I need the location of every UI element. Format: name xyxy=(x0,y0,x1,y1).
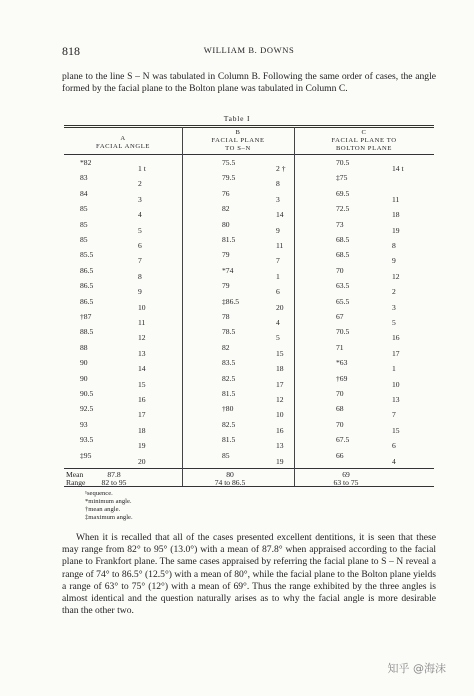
mean-label: Mean xyxy=(66,470,84,479)
column-letter-b: B xyxy=(235,129,241,136)
table-cell-sequence-c: 5 xyxy=(392,318,396,327)
table-cell-facial-angle: 85 xyxy=(80,219,88,229)
range-c: 63 to 75 xyxy=(333,478,359,487)
body-paragraph xyxy=(62,532,436,617)
table-cell-facial-plane-sn: †80 xyxy=(222,404,234,414)
table-cell-sequence-b: 18 xyxy=(276,364,284,374)
table-cell-facial-plane-bolton: 67.5 xyxy=(336,435,350,445)
table-cell-sequence-a: 16 xyxy=(138,395,146,404)
table-cell-facial-angle: 88.5 xyxy=(80,327,94,337)
table-cell-sequence-a: 12 xyxy=(138,333,146,343)
table-cell-sequence-b: 16 xyxy=(276,425,284,435)
table-cell-sequence-c: 7 xyxy=(392,410,396,420)
table-cell-facial-plane-bolton: 66 xyxy=(336,450,344,460)
mean-a: 87.8 xyxy=(107,470,121,479)
column-subtitle-b: TO S–N xyxy=(225,145,251,152)
table-cell-facial-plane-sn: 82 xyxy=(222,342,230,352)
table-cell-sequence-c: 17 xyxy=(392,348,400,358)
column-divider-2 xyxy=(294,127,295,486)
table-cell-sequence-b: 10 xyxy=(276,410,284,420)
table-cell-sequence-b: 11 xyxy=(276,241,284,250)
table-top-rule xyxy=(64,125,434,126)
table-cell-facial-plane-bolton: 68.5 xyxy=(336,235,350,244)
table-cell-facial-angle: 86.5 xyxy=(80,265,94,275)
table-cell-facial-angle: 90 xyxy=(80,358,88,368)
table-cell-sequence-b: 5 xyxy=(276,333,280,343)
table-top-rule-2 xyxy=(64,127,434,128)
table-cell-sequence-a: 10 xyxy=(138,302,146,312)
table-cell-sequence-c: 13 xyxy=(392,395,400,404)
table-cell-sequence-c: 19 xyxy=(392,225,400,235)
range-b: 74 to 86.5 xyxy=(214,478,246,487)
table-cell-facial-angle: 90.5 xyxy=(80,389,94,398)
table-cell-sequence-b: 4 xyxy=(276,318,280,327)
table-cell-facial-plane-bolton: 65.5 xyxy=(336,296,350,306)
table-cell-facial-plane-sn: 81.5 xyxy=(222,435,236,445)
table-cell-facial-plane-sn: 75.5 xyxy=(222,158,236,167)
table-cell-facial-plane-bolton: *63 xyxy=(336,358,348,368)
table-cell-facial-angle: 90 xyxy=(80,373,88,383)
table-cell-facial-angle: 85.5 xyxy=(80,250,94,260)
table-cell-facial-plane-bolton: 73 xyxy=(336,219,344,229)
table-cell-facial-angle: *82 xyxy=(80,158,92,167)
footnote-sequence: ¹sequence. xyxy=(85,490,113,497)
table-cell-sequence-c: 2 xyxy=(392,287,396,297)
table-cell-facial-angle: 84 xyxy=(80,188,88,198)
table-cell-sequence-a: 2 xyxy=(138,179,142,189)
table-cell-sequence-a: 4 xyxy=(138,210,142,220)
column-header-a xyxy=(64,129,182,151)
table-cell-facial-plane-sn: 79.5 xyxy=(222,173,236,183)
table-cell-sequence-a: 13 xyxy=(138,348,146,358)
table-cell-sequence-c: 12 xyxy=(392,271,400,281)
column-letter-a: A xyxy=(120,135,126,142)
table-cell-facial-angle: 86.5 xyxy=(80,281,94,291)
table-cell-sequence-a: 17 xyxy=(138,410,146,420)
table-cell-sequence-a: 11 xyxy=(138,318,146,327)
table-cell-facial-plane-sn: 79 xyxy=(222,281,230,291)
column-subtitle-c: BOLTON PLANE xyxy=(335,145,393,152)
table-cell-facial-plane-sn: 79 xyxy=(222,250,230,260)
watermark: 知乎 @海沫 xyxy=(387,662,446,675)
table-cell-facial-angle: 85 xyxy=(80,235,88,244)
running-title: WILLIAM B. DOWNS xyxy=(203,45,295,55)
table-cell-facial-plane-bolton: 70.5 xyxy=(336,327,350,337)
range-label: Range xyxy=(66,478,86,487)
page-header xyxy=(62,44,436,58)
table-cell-sequence-b: 6 xyxy=(276,287,280,297)
table-cell-sequence-a: 8 xyxy=(138,271,142,281)
table-cell-facial-angle: 93 xyxy=(80,419,88,429)
table-cell-sequence-b: 1 xyxy=(276,271,280,281)
table-caption: Table I xyxy=(223,114,251,123)
table-cell-sequence-b: 14 xyxy=(276,210,284,220)
table-cell-facial-plane-bolton: 68.5 xyxy=(336,250,350,260)
table-cell-facial-plane-sn: 82.5 xyxy=(222,373,236,383)
table-cell-facial-plane-sn: ‡86.5 xyxy=(222,296,240,306)
table-cell-sequence-a: 20 xyxy=(138,456,146,466)
table-cell-facial-plane-sn: *74 xyxy=(222,265,234,275)
table-cell-sequence-c: 10 xyxy=(392,379,400,389)
table-cell-sequence-a: 6 xyxy=(138,241,142,250)
table-cell-sequence-c: 1 xyxy=(392,364,396,374)
range-a: 82 to 95 xyxy=(101,478,127,487)
footnote-maximum: ‡maximum angle. xyxy=(85,514,133,521)
body-paragraph-text: When it is recalled that all of the cases presented excellent dentitions, it is seen that these may range from 82° to 95° (13.0°) with a mean of 87.8° when appraised according to the facial plane to Frankfort plane. The same cases appraised by referring the facial plane to S – N reveal a range of 74° to 86.5° (12.5°) with a mean of 80°, while the facial plane to the Bolton plane yields a range of 63° to 75° (12°) with a mean of 69°. Thus the range exhibited by the three angles is almost identical and the question naturally arises as to why the facial angle is more desirable than the other two. xyxy=(62,532,436,617)
table-cell-sequence-b: 15 xyxy=(276,348,284,358)
footnote-minimum: *minimum angle. xyxy=(85,498,132,505)
table-cell-sequence-a: 5 xyxy=(138,225,142,235)
table-cell-facial-plane-sn: 81.5 xyxy=(222,389,236,398)
table-cell-facial-plane-sn: 85 xyxy=(222,450,230,460)
table-cell-sequence-c: 3 xyxy=(392,302,396,312)
table-cell-facial-angle: 93.5 xyxy=(80,435,94,445)
table-cell-facial-plane-bolton: †69 xyxy=(336,373,348,383)
table-cell-sequence-b: 7 xyxy=(276,256,280,266)
column-letter-c: C xyxy=(361,129,367,136)
column-title-c: FACIAL PLANE TO xyxy=(331,137,397,144)
table-cell-facial-plane-bolton: 71 xyxy=(336,342,344,352)
table-cell-sequence-c: 14 t xyxy=(392,164,404,173)
table-cell-sequence-b: 20 xyxy=(276,302,284,312)
table-cell-sequence-a: 1 t xyxy=(138,164,146,173)
table-cell-sequence-a: 15 xyxy=(138,379,146,389)
table-cell-facial-plane-bolton: 70 xyxy=(336,389,344,398)
table-cell-sequence-b: 2 † xyxy=(276,164,286,173)
table-cell-sequence-a: 19 xyxy=(138,441,146,451)
column-title-a: FACIAL ANGLE xyxy=(96,143,150,150)
table-cell-sequence-a: 9 xyxy=(138,287,142,297)
table-cell-facial-angle: 85 xyxy=(80,204,88,214)
table-cell-facial-angle: 88 xyxy=(80,342,88,352)
table-cell-facial-plane-bolton: 69.5 xyxy=(336,188,350,198)
table-cell-sequence-c: 4 xyxy=(392,456,396,466)
table-cell-sequence-b: 13 xyxy=(276,441,284,451)
intro-paragraph: plane to the line S – N was tabulated in Column B. Following the same order of cases, the angle formed by the facial plane to the Bolton plane was tabulated in Column C. xyxy=(62,71,436,94)
column-header-b xyxy=(182,129,294,153)
table-cell-sequence-a: 18 xyxy=(138,425,146,435)
table-cell-sequence-b: 8 xyxy=(276,179,280,189)
table-cell-facial-plane-sn: 82 xyxy=(222,204,230,214)
table-cell-sequence-a: 7 xyxy=(138,256,142,266)
table-cell-facial-plane-bolton: 68 xyxy=(336,404,344,414)
table-cell-facial-plane-bolton: 70 xyxy=(336,265,344,275)
column-divider-1 xyxy=(182,127,183,486)
table-cell-sequence-b: 17 xyxy=(276,379,284,389)
table-cell-facial-plane-bolton: 70.5 xyxy=(336,158,350,167)
table-cell-sequence-c: 6 xyxy=(392,441,396,451)
table-cell-sequence-b: 19 xyxy=(276,456,284,466)
table-cell-facial-plane-bolton: 63.5 xyxy=(336,281,350,291)
table-cell-sequence-a: 3 xyxy=(138,194,142,204)
table-cell-facial-plane-bolton: 70 xyxy=(336,419,344,429)
table-cell-sequence-b: 3 xyxy=(276,194,280,204)
table-cell-facial-plane-sn: 82.5 xyxy=(222,419,236,429)
table-cell-facial-plane-sn: 81.5 xyxy=(222,235,236,244)
table-cell-facial-plane-sn: 76 xyxy=(222,188,230,198)
table-cell-facial-plane-bolton: ‡75 xyxy=(336,173,348,183)
table-body-rule xyxy=(64,468,434,469)
mean-c: 69 xyxy=(342,470,350,479)
table-cell-sequence-c: 16 xyxy=(392,333,400,343)
table-cell-sequence-b: 9 xyxy=(276,225,280,235)
table-cell-sequence-c: 9 xyxy=(392,256,396,266)
table-cell-facial-angle: 83 xyxy=(80,173,88,183)
table-cell-sequence-a: 14 xyxy=(138,364,146,374)
table-cell-facial-plane-bolton: 72.5 xyxy=(336,204,350,214)
table-cell-sequence-c: 18 xyxy=(392,210,400,220)
column-header-c xyxy=(294,129,434,153)
table-cell-sequence-c: 8 xyxy=(392,241,396,250)
table-cell-facial-plane-sn: 78 xyxy=(222,312,230,321)
table-cell-facial-angle: 86.5 xyxy=(80,296,94,306)
table-cell-facial-plane-sn: 83.5 xyxy=(222,358,236,368)
table-cell-facial-plane-sn: 80 xyxy=(222,219,230,229)
table-cell-facial-plane-sn: 78.5 xyxy=(222,327,236,337)
mean-b: 80 xyxy=(226,470,234,479)
table-cell-sequence-c: 11 xyxy=(392,194,400,204)
footnote-mean: †mean angle. xyxy=(85,506,121,513)
page-number: 818 xyxy=(62,44,80,58)
table-cell-facial-plane-bolton: 67 xyxy=(336,312,344,321)
table-cell-sequence-c: 15 xyxy=(392,425,400,435)
table-cell-facial-angle: †87 xyxy=(80,312,92,321)
table-header-rule xyxy=(64,154,434,155)
table-cell-facial-angle: ‡95 xyxy=(80,450,92,460)
column-title-b: FACIAL PLANE xyxy=(211,137,265,144)
table-cell-facial-angle: 92.5 xyxy=(80,404,94,414)
table-cell-sequence-b: 12 xyxy=(276,395,284,404)
